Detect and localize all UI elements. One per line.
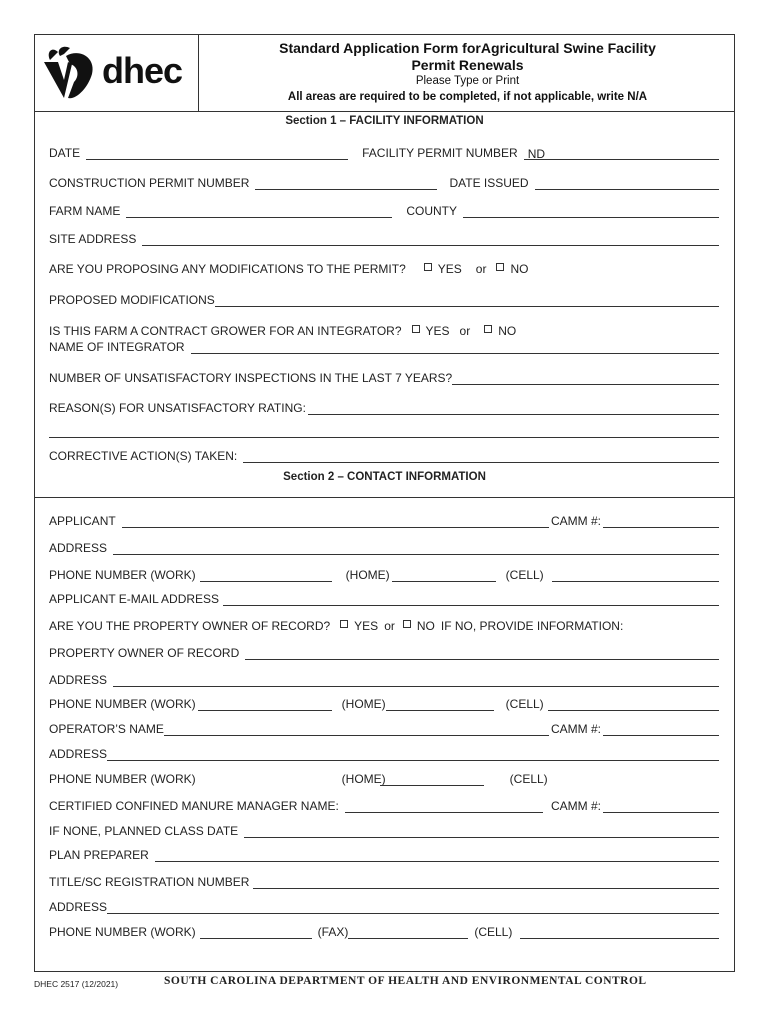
home-label: (HOME) xyxy=(341,772,386,786)
yes-label: YES xyxy=(437,262,462,276)
unsatisfactory-inspections-field[interactable] xyxy=(452,372,719,385)
operator-name-label: OPERATOR’S NAME xyxy=(49,722,164,736)
plan-preparer-label: PLAN PREPARER xyxy=(49,848,149,862)
row-date-permit xyxy=(49,144,721,160)
row-owner-phone xyxy=(49,695,721,711)
ccmm-label: CERTIFIED CONFINED MANURE MANAGER NAME: xyxy=(49,799,339,813)
row-unsatisfactory-inspections xyxy=(49,369,721,385)
ccmm-field[interactable] xyxy=(345,800,543,813)
date-field[interactable] xyxy=(86,147,348,160)
preparer-address-field[interactable] xyxy=(107,901,719,914)
farm-name-label: FARM NAME xyxy=(49,204,121,218)
fax-label: (FAX) xyxy=(317,925,349,939)
operator-camm-field[interactable] xyxy=(603,723,719,736)
applicant-phone-home-field[interactable] xyxy=(392,569,496,582)
row-operator-address xyxy=(49,745,721,761)
facility-permit-prefill: ND xyxy=(527,147,546,161)
home-label: (HOME) xyxy=(341,697,386,711)
contract-grower-no-checkbox[interactable] xyxy=(484,325,492,333)
modifications-question: ARE YOU PROPOSING ANY MODIFICATIONS TO THE PERMIT? xyxy=(49,262,406,276)
row-applicant-email xyxy=(49,590,721,606)
row-construction-permit xyxy=(49,174,721,190)
cell-label: (CELL) xyxy=(509,772,548,786)
form-notice: All areas are required to be completed, if not applicable, write N/A xyxy=(287,91,648,103)
applicant-label: APPLICANT xyxy=(49,514,116,528)
property-owner-label: PROPERTY OWNER OF RECORD xyxy=(49,646,240,660)
form-title-line2: Permit Renewals xyxy=(411,57,524,73)
modifications-no-checkbox[interactable] xyxy=(496,263,504,271)
phone-work-label: PHONE NUMBER (WORK) xyxy=(49,925,196,939)
operator-phone-home-field[interactable] xyxy=(380,773,484,786)
row-contract-grower xyxy=(49,322,721,338)
integrator-label: NAME OF INTEGRATOR xyxy=(49,340,185,354)
no-label: NO xyxy=(510,262,529,276)
applicant-email-label: APPLICANT E-MAIL ADDRESS xyxy=(49,592,220,606)
reasons-field-line2[interactable] xyxy=(49,425,719,438)
row-operator-phone xyxy=(49,770,721,786)
corrective-actions-field[interactable] xyxy=(243,450,719,463)
row-planned-class xyxy=(49,822,721,838)
farm-name-field[interactable] xyxy=(126,205,392,218)
section1-title: Section 1 – FACILITY INFORMATION xyxy=(285,115,484,127)
ccmm-camm-field[interactable] xyxy=(603,800,719,813)
date-issued-label: DATE ISSUED xyxy=(449,176,529,190)
reasons-field[interactable] xyxy=(308,402,719,415)
property-owner-question: ARE YOU THE PROPERTY OWNER OF RECORD? xyxy=(49,619,331,633)
row-integrator xyxy=(49,338,721,354)
row-reasons xyxy=(49,399,721,415)
owner-phone-home-field[interactable] xyxy=(386,698,494,711)
row-applicant xyxy=(49,512,721,528)
plan-preparer-field[interactable] xyxy=(155,849,719,862)
site-address-label: SITE ADDRESS xyxy=(49,232,137,246)
owner-phone-work-field[interactable] xyxy=(198,698,332,711)
modifications-yes-checkbox[interactable] xyxy=(424,263,432,271)
cell-label: (CELL) xyxy=(505,568,544,582)
preparer-fax-field[interactable] xyxy=(348,926,468,939)
row-ccmm xyxy=(49,797,721,813)
construction-permit-label: CONSTRUCTION PERMIT NUMBER xyxy=(49,176,250,190)
cell-label: (CELL) xyxy=(474,925,513,939)
operator-name-field[interactable] xyxy=(164,723,549,736)
row-preparer-address xyxy=(49,898,721,914)
dhec-logo-icon xyxy=(40,42,100,102)
proposed-modifications-label: PROPOSED MODIFICATIONS xyxy=(49,293,215,307)
applicant-field[interactable] xyxy=(122,515,549,528)
planned-class-field[interactable] xyxy=(244,825,719,838)
site-address-field[interactable] xyxy=(142,233,719,246)
row-reasons-continued xyxy=(49,422,721,438)
applicant-phone-cell-field[interactable] xyxy=(552,569,719,582)
row-modifications xyxy=(49,260,721,276)
title-registration-field[interactable] xyxy=(253,876,719,889)
unsatisfactory-inspections-label: NUMBER OF UNSATISFACTORY INSPECTIONS IN THE LAST 7 YEARS? xyxy=(49,371,453,385)
preparer-phone-cell-field[interactable] xyxy=(520,926,719,939)
contract-grower-question: IS THIS FARM A CONTRACT GROWER FOR AN INTEGRATOR? xyxy=(49,324,402,338)
phone-work-label: PHONE NUMBER (WORK) xyxy=(49,772,196,786)
operator-address-label: ADDRESS xyxy=(49,747,108,761)
planned-class-label: IF NONE, PLANNED CLASS DATE xyxy=(49,824,239,838)
property-owner-no-checkbox[interactable] xyxy=(403,620,411,628)
header-divider xyxy=(34,111,735,112)
proposed-modifications-field[interactable] xyxy=(215,294,719,307)
corrective-actions-label: CORRECTIVE ACTION(S) TAKEN: xyxy=(49,449,238,463)
county-field[interactable] xyxy=(463,205,719,218)
form-title-line1: Standard Application Form forAgricultural Swine Facility xyxy=(279,40,656,56)
row-preparer-phone xyxy=(49,923,721,939)
row-farm-county xyxy=(49,202,721,218)
owner-address-label: ADDRESS xyxy=(49,673,108,687)
operator-camm-label: CAMM #: xyxy=(550,722,601,736)
no-label: NO xyxy=(498,324,517,338)
row-applicant-address xyxy=(49,539,721,555)
section-divider xyxy=(34,497,735,498)
date-issued-field[interactable] xyxy=(535,177,719,190)
applicant-email-field[interactable] xyxy=(223,593,719,606)
row-proposed-modifications xyxy=(49,291,721,307)
applicant-address-field[interactable] xyxy=(113,542,719,555)
row-corrective-actions xyxy=(49,447,721,463)
form-instruction: Please Type or Print xyxy=(415,75,520,87)
row-plan-preparer xyxy=(49,846,721,862)
ccmm-camm-label: CAMM #: xyxy=(550,799,601,813)
phone-work-label: PHONE NUMBER (WORK) xyxy=(49,568,196,582)
row-title-registration xyxy=(49,873,721,889)
applicant-address-label: ADDRESS xyxy=(49,541,108,555)
property-owner-field[interactable] xyxy=(245,647,719,660)
integrator-field[interactable] xyxy=(191,341,719,354)
footer-organization: SOUTH CAROLINA DEPARTMENT OF HEALTH AND ENVIRONMENTAL CONTROL xyxy=(164,975,647,987)
facility-permit-field[interactable] xyxy=(524,147,719,160)
facility-permit-label: FACILITY PERMIT NUMBER xyxy=(362,146,518,160)
applicant-camm-field[interactable] xyxy=(603,515,719,528)
cell-label: (CELL) xyxy=(505,697,544,711)
row-operator xyxy=(49,720,721,736)
owner-phone-cell-field[interactable] xyxy=(548,698,719,711)
logo-text: dhec xyxy=(102,50,183,91)
logo-box xyxy=(34,34,199,111)
or-label: or xyxy=(475,262,487,276)
property-owner-yes-checkbox[interactable] xyxy=(340,620,348,628)
row-site-address xyxy=(49,230,721,246)
applicant-phone-work-field[interactable] xyxy=(200,569,332,582)
contract-grower-yes-checkbox[interactable] xyxy=(412,325,420,333)
yes-label: YES xyxy=(354,619,379,633)
county-label: COUNTY xyxy=(406,204,458,218)
row-property-owner-question xyxy=(49,617,721,633)
row-property-owner xyxy=(49,644,721,660)
construction-permit-field[interactable] xyxy=(255,177,437,190)
preparer-phone-work-field[interactable] xyxy=(200,926,312,939)
form-code: DHEC 2517 (12/2021) xyxy=(34,979,119,989)
or-label: or xyxy=(459,324,471,338)
reasons-label: REASON(S) FOR UNSATISFACTORY RATING: xyxy=(49,401,306,415)
home-label: (HOME) xyxy=(345,568,390,582)
no-label: NO xyxy=(416,619,435,633)
row-owner-address xyxy=(49,671,721,687)
title-registration-label: TITLE/SC REGISTRATION NUMBER xyxy=(49,875,250,889)
yes-label: YES xyxy=(425,324,450,338)
or-label: or xyxy=(384,619,395,633)
owner-address-field[interactable] xyxy=(113,674,719,687)
section2-title: Section 2 – CONTACT INFORMATION xyxy=(283,471,486,483)
row-applicant-phone xyxy=(49,566,721,582)
applicant-camm-label: CAMM #: xyxy=(550,514,601,528)
date-label: DATE xyxy=(49,146,81,160)
operator-address-field[interactable] xyxy=(107,748,719,761)
phone-work-label: PHONE NUMBER (WORK) xyxy=(49,697,196,711)
if-no-provide-label: IF NO, PROVIDE INFORMATION: xyxy=(440,619,624,633)
preparer-address-label: ADDRESS xyxy=(49,900,108,914)
